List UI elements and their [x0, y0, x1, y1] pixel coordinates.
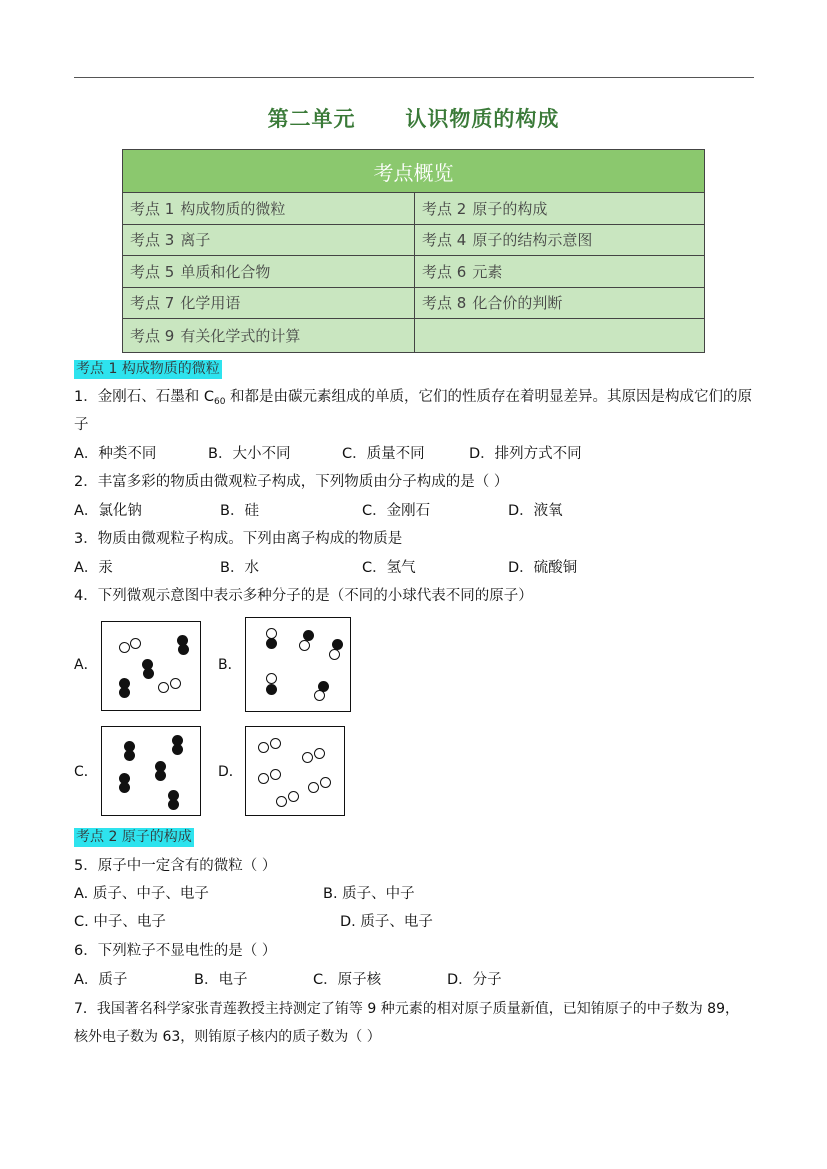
- section-heading-2: 考点 2 原子的构成: [76, 829, 192, 845]
- atom-white: [119, 642, 130, 653]
- q3-option-a: A．汞: [74, 560, 113, 576]
- page-title: 第二单元 认识物质的构成: [267, 106, 560, 131]
- atom-white: [276, 796, 287, 807]
- question-7-line-1: 7．我国著名科学家张青莲教授主持测定了铕等 9 种元素的相对原子质量新值，已知铕原子的中子数为 89，: [74, 1001, 739, 1017]
- overview-cell: 考点 2 原子的构成: [415, 193, 705, 225]
- overview-cell-empty: [415, 319, 705, 353]
- q4-diagram-b: [245, 617, 351, 712]
- atom-black: [124, 750, 135, 761]
- q1-option-a: A．种类不同: [74, 446, 157, 462]
- q2-option-b: B．硅: [220, 503, 259, 519]
- atom-white: [329, 649, 340, 660]
- overview-cell: 考点 8 化合价的判断: [415, 287, 705, 319]
- atom-white: [308, 782, 319, 793]
- atom-white: [266, 673, 277, 684]
- overview-cell: 考点 9 有关化学式的计算: [123, 319, 415, 353]
- q5-option-b: B. 质子、中子: [323, 886, 415, 902]
- atom-white: [302, 752, 313, 763]
- atom-black: [172, 744, 183, 755]
- question-3-stem: 3．物质由微观粒子构成。下列由离子构成的物质是: [74, 531, 403, 547]
- q3-option-d: D．硫酸铜: [508, 560, 578, 576]
- atom-white: [314, 748, 325, 759]
- q3-option-b: B．水: [220, 560, 259, 576]
- q6-option-d: D．分子: [447, 972, 502, 988]
- overview-cell: 考点 4 原子的结构示意图: [415, 224, 705, 256]
- overview-table: [122, 149, 705, 353]
- question-1-stem-cont: 子: [74, 417, 89, 433]
- atom-black: [168, 799, 179, 810]
- q4-label-a: A．: [74, 657, 98, 673]
- q5-option-d: D. 质子、电子: [340, 914, 433, 930]
- q6-option-c: C．原子核: [313, 972, 382, 988]
- atom-black: [143, 668, 154, 679]
- atom-white: [158, 682, 169, 693]
- atom-white: [270, 769, 281, 780]
- q2-option-a: A．氯化钠: [74, 503, 142, 519]
- atom-black: [178, 644, 189, 655]
- overview-header: 考点概览: [123, 150, 705, 193]
- header-rule: [74, 77, 754, 78]
- q6-option-a: A．质子: [74, 972, 128, 988]
- question-7-line-2: 核外电子数为 63，则铕原子核内的质子数为（ ）: [74, 1029, 381, 1045]
- q6-option-b: B．电子: [194, 972, 248, 988]
- question-2-stem: 2．丰富多彩的物质由微观粒子构成，下列物质由分子构成的是（ ）: [74, 474, 509, 490]
- q4-label-d: D．: [218, 764, 243, 780]
- atom-black: [266, 638, 277, 649]
- atom-white: [130, 638, 141, 649]
- atom-white: [270, 738, 281, 749]
- q3-option-c: C．氢气: [362, 560, 416, 576]
- atom-white: [314, 690, 325, 701]
- overview-cell: 考点 3 离子: [123, 224, 415, 256]
- q1-option-c: C．质量不同: [342, 446, 425, 462]
- q4-diagram-a: [101, 621, 201, 711]
- atom-black: [155, 770, 166, 781]
- overview-cell: 考点 1 构成物质的微粒: [123, 193, 415, 225]
- atom-white: [258, 742, 269, 753]
- q4-label-b: B．: [218, 657, 242, 673]
- atom-black: [119, 782, 130, 793]
- question-5-stem: 5．原子中一定含有的微粒（ ）: [74, 858, 277, 874]
- question-4-stem: 4．下列微观示意图中表示多种分子的是（不同的小球代表不同的原子）: [74, 588, 533, 604]
- q1-option-d: D．排列方式不同: [469, 446, 582, 462]
- q4-label-c: C．: [74, 764, 98, 780]
- question-1-stem: 1．金刚石、石墨和 $C_{60}$ 和都是由碳元素组成的单质，它们的性质存在着明显差异。其原因是构成它们的原: [74, 389, 753, 407]
- overview-cell: 考点 6 元素: [415, 256, 705, 288]
- question-6-stem: 6．下列粒子不显电性的是（ ）: [74, 943, 277, 959]
- overview-cell: 考点 7 化学用语: [123, 287, 415, 319]
- atom-white: [299, 640, 310, 651]
- atom-black: [119, 687, 130, 698]
- q2-option-d: D．液氧: [508, 503, 563, 519]
- section-heading-1: 考点 1 构成物质的微粒: [76, 361, 220, 377]
- atom-white: [288, 791, 299, 802]
- atom-white: [320, 777, 331, 788]
- q1-option-b: B．大小不同: [208, 446, 291, 462]
- q2-option-c: C．金刚石: [362, 503, 431, 519]
- atom-white: [170, 678, 181, 689]
- atom-white: [258, 773, 269, 784]
- q4-diagram-d: [245, 726, 345, 816]
- overview-cell: 考点 5 单质和化合物: [123, 256, 415, 288]
- q5-option-a: A. 质子、中子、电子: [74, 886, 209, 902]
- q5-option-c: C. 中子、电子: [74, 914, 166, 930]
- q4-diagram-c: [101, 726, 201, 816]
- atom-black: [266, 684, 277, 695]
